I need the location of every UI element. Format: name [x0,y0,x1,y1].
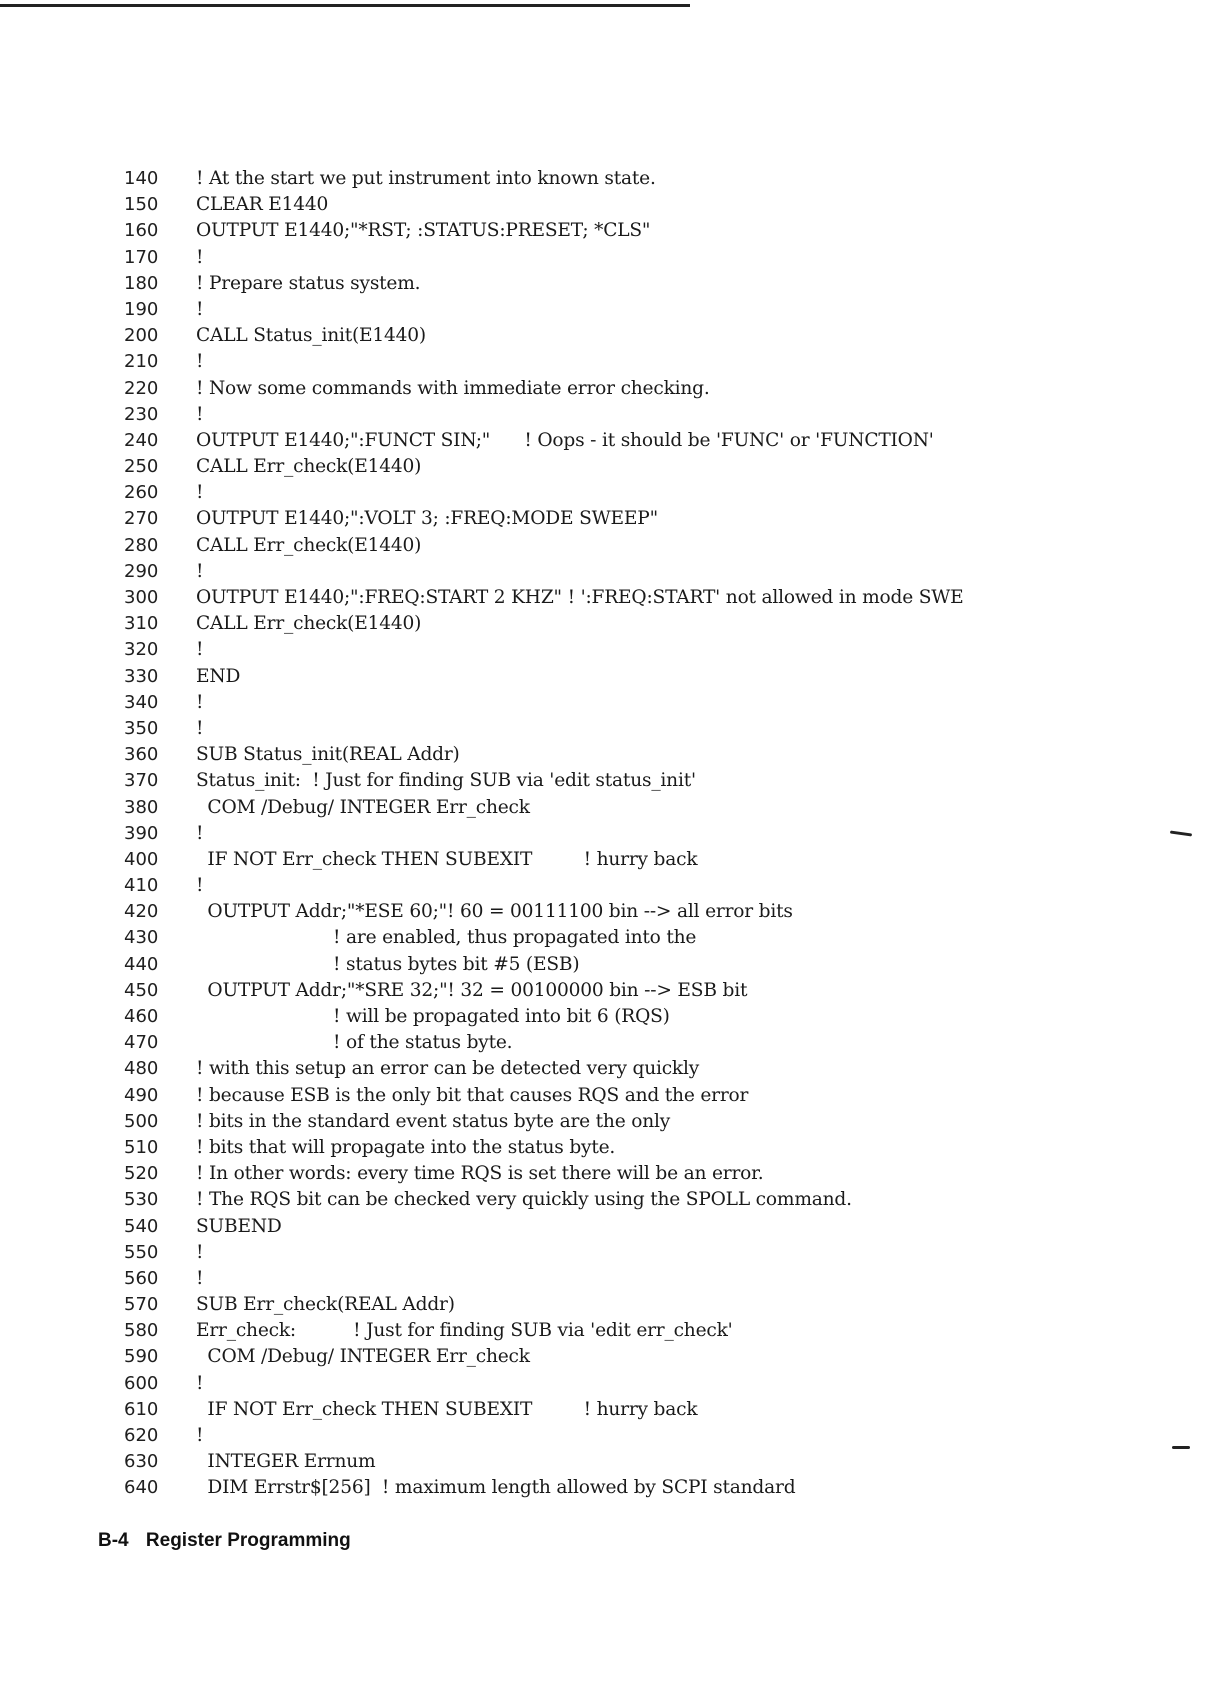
code-line [124,925,1204,951]
line-number: 440 [124,953,159,975]
code-line [124,376,1204,402]
code-text: ! with this setup an error can be detected very quickly [196,1058,700,1080]
code-line [124,1397,1204,1423]
code-line [124,611,1204,637]
code-line [124,166,1204,192]
code-text: ! [196,351,204,373]
code-line [124,245,1204,271]
code-line [124,716,1204,742]
code-text: INTEGER Errnum [196,1451,376,1473]
code-text: IF NOT Err_check THEN SUBEXIT ! hurry back [196,848,698,870]
code-line [124,1004,1204,1030]
line-number: 320 [124,639,159,661]
code-line [124,821,1204,847]
code-text: COM /Debug/ INTEGER Err_check [196,796,530,818]
code-line [124,297,1204,323]
code-line [124,1135,1204,1161]
line-number: 140 [124,168,159,189]
section-title: Register Programming [145,1530,351,1551]
code-text: OUTPUT E1440;":FUNCT SIN;" ! Oops - it should be 'FUNC' or 'FUNCTION' [196,429,934,451]
code-text: ! bits that will propagate into the status byte. [196,1136,616,1158]
code-text: ! because ESB is the only bit that causes RQS and the error [196,1084,749,1106]
line-number: 380 [124,796,159,818]
line-number: 450 [124,979,159,1001]
line-number: 490 [124,1084,159,1106]
code-text: ! are enabled, thus propagated into the [196,927,697,949]
code-text: ! [196,717,204,739]
line-number: 270 [124,508,159,530]
code-text: ! [196,691,204,713]
code-text: ! In other words: every time RQS is set there will be an error. [196,1163,764,1185]
code-text: CALL Status_init(E1440) [196,325,426,347]
line-number: 310 [124,613,159,635]
code-text: END [196,665,241,687]
line-number: 550 [124,1241,159,1263]
code-line [124,1318,1204,1344]
line-number: 500 [124,1110,159,1132]
code-line [124,768,1204,794]
line-number: 170 [124,246,159,268]
code-text: CALL Err_check(E1440) [196,613,422,635]
line-number: 480 [124,1058,159,1080]
code-line [124,1266,1204,1292]
code-text: ! [196,298,204,320]
code-line [124,690,1204,716]
code-line [124,899,1204,925]
code-text: ! [196,639,204,661]
line-number: 210 [124,351,159,373]
code-text: ! of the status byte. [196,1032,513,1054]
code-text: ! [196,246,204,268]
code-line [124,978,1204,1004]
line-number: 590 [124,1346,159,1368]
code-text: ! Prepare status system. [196,272,421,294]
line-number: 640 [124,1477,159,1499]
code-line [124,218,1204,244]
code-line [124,873,1204,899]
code-line [124,1056,1204,1082]
line-number: 570 [124,1294,159,1316]
code-text: Err_check: ! Just for finding SUB via 'edit err_check' [196,1320,733,1342]
line-number: 330 [124,665,159,687]
code-text: ! [196,1267,204,1289]
line-number: 620 [124,1425,159,1446]
line-number: 200 [124,325,159,347]
code-line [124,637,1204,663]
code-text: OUTPUT E1440;":FREQ:START 2 KHZ" ! ':FREQ:START' not allowed in mode SWE [196,587,964,608]
code-line [124,402,1204,428]
code-text: ! [196,875,204,897]
code-line [124,1083,1204,1109]
line-number: 370 [124,770,159,792]
code-line [124,480,1204,506]
code-text: OUTPUT E1440;":VOLT 3; :FREQ:MODE SWEEP" [196,508,658,530]
code-line [124,506,1204,532]
code-text: COM /Debug/ INTEGER Err_check [196,1346,530,1368]
top-rule [0,4,690,7]
line-number: 180 [124,272,159,294]
page-footer [98,1530,351,1552]
code-line [124,1292,1204,1318]
line-number: 420 [124,901,159,923]
code-line [124,192,1204,218]
line-number: 390 [124,822,159,844]
code-text: ! [196,482,204,504]
code-line [124,1214,1204,1240]
code-line [124,1030,1204,1056]
line-number: 470 [124,1032,159,1054]
code-line [124,1423,1204,1449]
code-text: ! Now some commands with immediate error checking. [196,377,710,399]
code-text: CLEAR E1440 [196,194,329,216]
line-number: 300 [124,587,159,608]
line-number: 510 [124,1136,159,1158]
code-line [124,1161,1204,1187]
line-number: 520 [124,1163,159,1185]
line-number: 610 [124,1398,159,1420]
code-line [124,428,1204,454]
code-text: ! [196,822,204,844]
code-line [124,952,1204,978]
code-text: ! At the start we put instrument into known state. [196,168,656,189]
line-number: 190 [124,298,159,320]
line-number: 530 [124,1189,159,1211]
code-text: OUTPUT Addr;"*ESE 60;"! 60 = 00111100 bin --> all error bits [196,901,793,923]
code-line [124,323,1204,349]
code-line [124,559,1204,585]
line-number: 250 [124,456,159,478]
code-text: SUBEND [196,1215,282,1237]
line-number: 290 [124,560,159,582]
code-text: SUB Status_init(REAL Addr) [196,744,460,766]
code-line [124,742,1204,768]
line-number: 160 [124,220,159,242]
code-text: ! status bytes bit #5 (ESB) [196,953,580,975]
code-line [124,1344,1204,1370]
code-line [124,664,1204,690]
code-text: DIM Errstr$[256] ! maximum length allowed by SCPI standard [196,1477,796,1499]
line-number: 430 [124,927,159,949]
code-line [124,533,1204,559]
line-number: 410 [124,875,159,897]
code-line [124,349,1204,375]
code-text: ! The RQS bit can be checked very quickly using the SPOLL command. [196,1189,852,1211]
code-text: SUB Err_check(REAL Addr) [196,1294,455,1316]
line-number: 240 [124,429,159,451]
line-number: 400 [124,848,159,870]
margin-mark [1172,1446,1190,1449]
code-text: ! [196,1241,204,1263]
line-number: 340 [124,691,159,713]
line-number: 280 [124,534,159,556]
line-number: 350 [124,717,159,739]
page-number: B-4 [98,1530,129,1551]
code-line [124,271,1204,297]
line-number: 580 [124,1320,159,1342]
code-line [124,1187,1204,1213]
line-number: 150 [124,194,159,216]
line-number: 360 [124,744,159,766]
code-text: ! [196,1372,204,1394]
code-text: ! [196,560,204,582]
code-line [124,1371,1204,1397]
line-number: 260 [124,482,159,504]
line-number: 460 [124,1006,159,1027]
line-number: 630 [124,1451,159,1473]
code-line [124,1475,1204,1501]
line-number: 220 [124,377,159,399]
code-text: ! [196,403,204,425]
code-text: CALL Err_check(E1440) [196,534,422,556]
code-text: ! will be propagated into bit 6 (RQS) [196,1006,670,1027]
code-line [124,1449,1204,1475]
code-text: OUTPUT Addr;"*SRE 32;"! 32 = 00100000 bin --> ESB bit [196,979,748,1001]
line-number: 230 [124,403,159,425]
code-text: ! bits in the standard event status byte are the only [196,1110,671,1132]
code-text: OUTPUT E1440;"*RST; :STATUS:PRESET; *CLS" [196,220,651,242]
code-line [124,847,1204,873]
code-text: IF NOT Err_check THEN SUBEXIT ! hurry back [196,1398,698,1420]
code-line [124,795,1204,821]
code-text: Status_init: ! Just for finding SUB via 'edit status_init' [196,770,696,792]
code-line [124,585,1204,611]
line-number: 600 [124,1372,159,1394]
code-line [124,1109,1204,1135]
code-line [124,1240,1204,1266]
code-text: CALL Err_check(E1440) [196,456,422,478]
line-number: 540 [124,1215,159,1237]
code-text: ! [196,1425,204,1446]
line-number: 560 [124,1267,159,1289]
code-line [124,454,1204,480]
code-listing [124,166,1204,1502]
